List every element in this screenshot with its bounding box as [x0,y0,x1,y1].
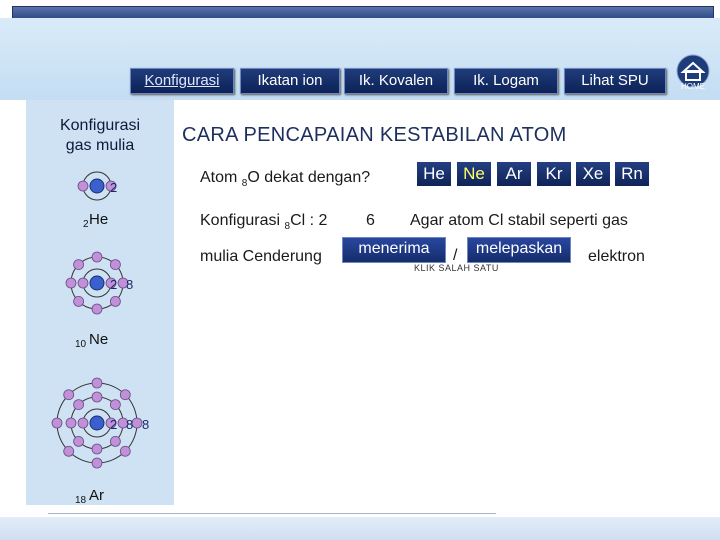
ar-electron [120,446,130,456]
ar-electron [74,400,84,410]
ar-nucleus [90,416,104,430]
element-ne[interactable]: Ne [457,162,491,186]
he-nucleus [90,179,104,193]
nav-ik-logam[interactable]: Ik. Logam [454,68,558,94]
nav-konfigurasi[interactable]: Konfigurasi [130,68,234,94]
nav-ikatan-ion[interactable]: Ikatan ion [240,68,340,94]
ar-electron [52,418,62,428]
atom-diagrams [26,160,176,505]
home-button[interactable] [672,54,714,94]
ar-shell-count-1: 2 [110,417,118,432]
ar-electron [64,390,74,400]
nav-ik-kovalen[interactable]: Ik. Kovalen [344,68,448,94]
ar-electron [78,418,88,428]
stabil-text: Agar atom Cl stabil seperti gas [410,212,628,229]
ne-electron [74,296,84,306]
ne-subscript: 10 [75,339,87,350]
ar-electron [110,436,120,446]
main-title: CARA PENCAPAIAN KESTABILAN ATOM [182,124,567,146]
ne-shell-count-2: 8 [126,277,134,292]
ne-symbol: Ne [89,331,109,348]
ar-electron [110,400,120,410]
element-ar[interactable]: Ar [497,162,531,186]
ne-electron [78,278,88,288]
q1-prefix: Atom [200,169,242,186]
ar-electron [120,390,130,400]
ne-nucleus [90,276,104,290]
he-subscript: 2 [83,219,89,230]
ar-subscript: 18 [75,495,87,505]
ne-electron [110,296,120,306]
choice-melepaskan-button[interactable]: melepaskan [467,237,571,263]
element-xe[interactable]: Xe [576,162,610,186]
ne-electron [110,260,120,270]
ar-shell-count-2: 8 [126,417,134,432]
he-shell-count-1: 2 [110,180,118,195]
ar-electron [92,378,102,388]
ar-symbol: Ar [89,487,104,504]
q1-sub: 8 [241,178,248,190]
ne-shell-count-1: 2 [110,277,118,292]
element-rn[interactable]: Rn [615,162,649,186]
config-sub: 8 [284,221,291,233]
ar-electron [66,418,76,428]
question-atom-o [200,169,370,189]
config-cl [200,212,327,232]
ne-electron [92,304,102,314]
elektron-text: elektron [588,248,645,265]
sidebar-title [26,116,174,156]
config-prefix: Konfigurasi [200,212,285,229]
ne-electron [92,252,102,262]
sidebar-title-line1: Konfigurasi [59,117,141,134]
bottom-divider [48,513,496,514]
choice-menerima-button[interactable]: menerima [342,237,446,263]
mulia-text: mulia Cenderung [200,248,322,265]
ne-electron [74,260,84,270]
ar-electron [92,458,102,468]
sidebar-title-line2: gas mulia [65,137,135,154]
he-symbol: He [89,211,109,228]
ar-electron [64,446,74,456]
klik-hint: KLIK SALAH SATU [414,263,499,273]
he-electron [78,181,88,191]
ne-electron [66,278,76,288]
home-label: HOME [681,82,705,91]
ar-shell-count-3: 8 [142,417,150,432]
ar-electron [92,444,102,454]
ar-electron [74,436,84,446]
nav-lihat-spu[interactable]: Lihat SPU [564,68,666,94]
ar-electron [132,418,142,428]
element-he[interactable]: He [417,162,451,186]
q1-suffix: O dekat dengan? [247,169,371,186]
choice-slash: / [453,247,458,264]
bottom-band [0,517,720,540]
config-suffix: Cl : 2 [290,212,328,229]
config-value2: 6 [366,212,375,229]
element-kr[interactable]: Kr [537,162,571,186]
ar-electron [92,392,102,402]
